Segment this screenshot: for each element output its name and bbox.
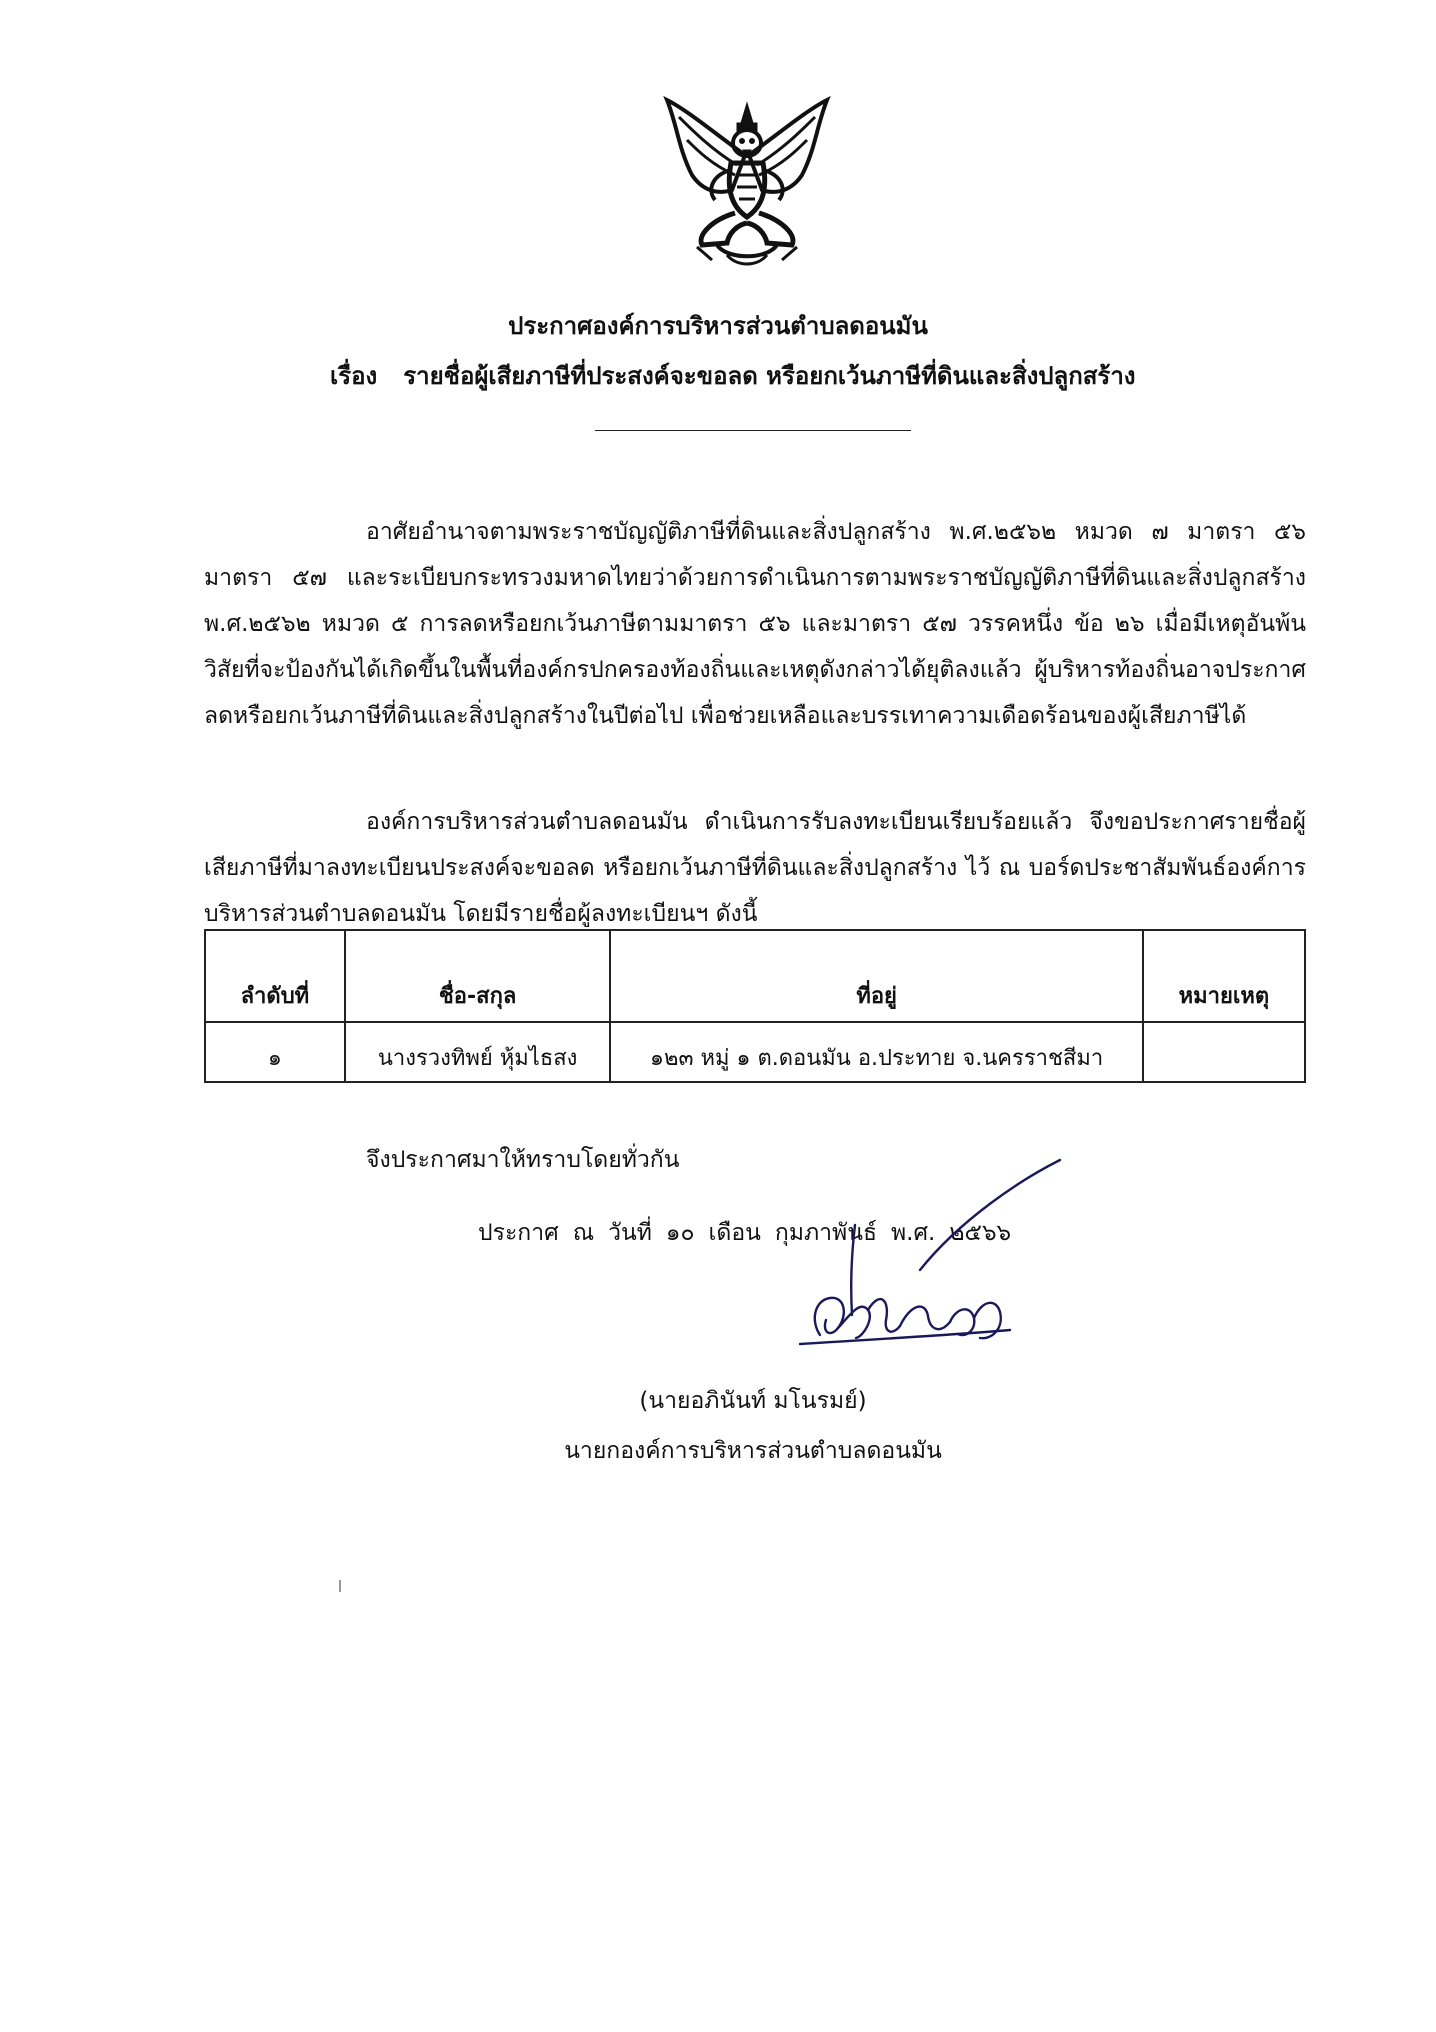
garuda-emblem-icon bbox=[657, 95, 837, 275]
cell-name: นางรวงทิพย์ หุ้มไธสง bbox=[345, 1022, 611, 1082]
signer-name: (นายอภินันท์ มโนรมย์) bbox=[639, 1388, 867, 1414]
date-month: กุมภาพันธ์ bbox=[774, 1220, 877, 1246]
date-day-label: วันที่ bbox=[608, 1220, 652, 1246]
date-year: ๒๕๖๖ bbox=[949, 1220, 1012, 1246]
column-header-name: ชื่อ-สกุล bbox=[345, 930, 611, 1022]
column-header-order: ลำดับที่ bbox=[205, 930, 345, 1022]
date-prefix: ประกาศ bbox=[478, 1220, 559, 1246]
date-month-label: เดือน bbox=[708, 1220, 761, 1246]
body-paragraph-2: องค์การบริหารส่วนตำบลดอนมัน ดำเนินการรับลงทะเบียนเรียบร้อยแล้ว จึงขอประกาศรายชื่อผู้เสียภาษีที่มาลงทะเบียนประสงค์จะขอลด หรือยกเว้นภาษีที่ดินและสิ่งปลูกสร้าง ไว้ ณ บอร์ดประชาสัมพันธ์องค์การบริหารส่วนตำบลดอนมัน โดยมีรายชื่อผู้ลงทะเบียนฯ ดังนี้ bbox=[204, 809, 1306, 927]
body-paragraph-1: อาศัยอำนาจตามพระราชบัญญัติภาษีที่ดินและสิ่งปลูกสร้าง พ.ศ.๒๕๖๒ หมวด ๗ มาตรา ๕๖ มาตรา ๕๗ และระเบียบกระทรวงมหาดไทยว่าด้วยการดำเนินการตามพระราชบัญญัติภาษีที่ดินและสิ่งปลูกสร้าง พ.ศ.๒๕๖๒ หมวด ๕ การลดหรือยกเว้นภาษีตามมาตรา ๕๖ และมาตรา ๕๗ วรรคหนึ่ง ข้อ ๒๖ เมื่อมีเหตุอันพ้นวิสัยที่จะป้องกันได้เกิดขึ้นในพื้นที่องค์กรปกครองท้องถิ่นและเหตุดังกล่าวได้ยุติลงแล้ว ผู้บริหารท้องถิ่นอาจประกาศลดหรือยกเว้นภาษีที่ดินและสิ่งปลูกสร้างในปีต่อไป เพื่อช่วยเหลือและบรรเทาความเดือดร้อนของผู้เสียภาษีได้ bbox=[204, 519, 1306, 729]
subject-line bbox=[330, 356, 1136, 395]
subject-label: เรื่อง bbox=[330, 362, 378, 390]
cell-order: ๑ bbox=[205, 1022, 345, 1082]
cell-remark bbox=[1143, 1022, 1305, 1082]
signer-title: นายกองค์การบริหารส่วนตำบลดอนมัน bbox=[564, 1438, 942, 1464]
handwritten-signature-icon bbox=[760, 1140, 1080, 1400]
subject-text: รายชื่อผู้เสียภาษีที่ประสงค์จะขอลด หรือยกเว้นภาษีที่ดินและสิ่งปลูกสร้าง bbox=[403, 362, 1136, 390]
title-divider bbox=[595, 430, 911, 431]
column-header-address: ที่อยู่ bbox=[610, 930, 1142, 1022]
table-row bbox=[205, 1022, 1305, 1082]
date-day: ๑๐ bbox=[665, 1220, 695, 1246]
organization-title: ประกาศองค์การบริหารส่วนตำบลดอนมัน bbox=[508, 312, 928, 340]
closing-statement: จึงประกาศมาให้ทราบโดยทั่วกัน bbox=[366, 1147, 680, 1173]
scan-mark bbox=[339, 1580, 341, 1592]
date-at: ณ bbox=[572, 1220, 595, 1246]
cell-address: ๑๒๓ หมู่ ๑ ต.ดอนมัน อ.ประทาย จ.นครราชสีมา bbox=[610, 1022, 1142, 1082]
column-header-remark: หมายเหตุ bbox=[1143, 930, 1305, 1022]
registrant-table bbox=[204, 929, 1306, 1083]
date-year-label: พ.ศ. bbox=[890, 1220, 936, 1246]
table-header-row bbox=[205, 930, 1305, 1022]
